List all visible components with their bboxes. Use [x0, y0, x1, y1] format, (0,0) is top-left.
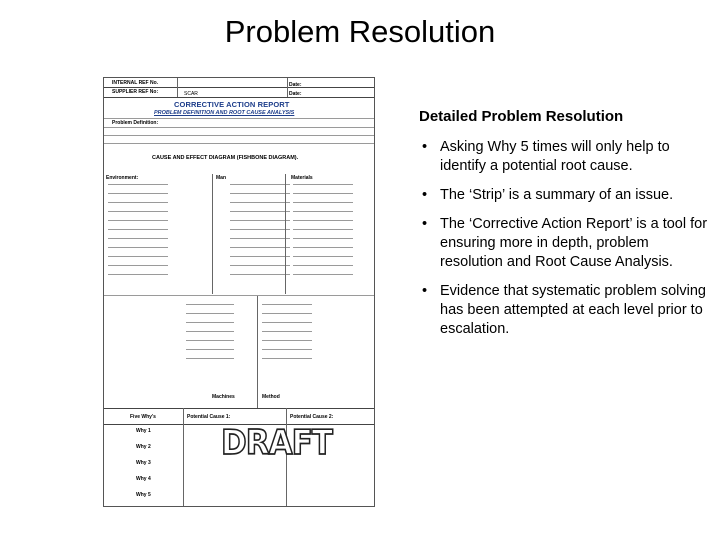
form-divider-line: [257, 296, 258, 408]
form-rule-line: [186, 331, 234, 332]
form-rule-line: [293, 193, 353, 194]
form-rule-line: [186, 358, 234, 359]
form-rule-line: [230, 256, 290, 257]
form-rule-line: [293, 229, 353, 230]
form-rule-line: [108, 274, 168, 275]
bullet-item: [419, 215, 709, 272]
bullet-item: [419, 186, 709, 205]
form-rule-line: [230, 265, 290, 266]
report-title: CORRECTIVE ACTION REPORT: [174, 100, 290, 109]
form-rule-line: [293, 184, 353, 185]
bullet-icon: •: [422, 216, 428, 232]
bullet-item: [419, 138, 709, 176]
materials-label: Materials: [291, 175, 313, 181]
form-rule-line: [186, 322, 234, 323]
form-rule-line: [186, 340, 234, 341]
internal-ref-label: INTERNAL REF No.: [112, 80, 159, 86]
form-rule-line: [262, 304, 312, 305]
bullet-icon: •: [422, 283, 428, 299]
bullet-text: Evidence that systematic problem solving has been attempted at each level prior to escalation.: [440, 283, 706, 337]
form-rule-line: [293, 220, 353, 221]
form-rule-line: [108, 211, 168, 212]
section-heading: Detailed Problem Resolution: [419, 108, 624, 125]
potential-cause-2-label: Potential Cause 2:: [290, 414, 334, 420]
form-rule-line: [293, 247, 353, 248]
form-rule-line: [262, 340, 312, 341]
five-whys-header: Five Why's: [130, 414, 156, 420]
why-3-label: Why 3: [136, 460, 151, 466]
form-rule-line: [230, 238, 290, 239]
form-rule-line: [262, 322, 312, 323]
form-rule-line: [108, 193, 168, 194]
date-label-1: Date:: [289, 82, 302, 88]
bullet-icon: •: [422, 139, 428, 155]
bullet-text: The ‘Corrective Action Report’ is a tool for ensuring more in depth, problem resolution and Root Cause Analysis.: [440, 216, 708, 270]
environment-label: Environment:: [106, 175, 139, 181]
scar-label: SCAR: [184, 91, 198, 97]
bullet-text: The ‘Strip’ is a summary of an issue.: [440, 187, 674, 203]
form-rule-line: [293, 256, 353, 257]
form-divider-line: [212, 174, 213, 294]
slide-title: Problem Resolution: [224, 14, 496, 49]
form-rule-line: [262, 313, 312, 314]
section-title: PROBLEM DEFINITION AND ROOT CAUSE ANALYSIS: [154, 110, 295, 116]
form-rule-line: [108, 256, 168, 257]
form-rule-line: [293, 202, 353, 203]
form-rule-line: [108, 184, 168, 185]
form-rule-line: [262, 358, 312, 359]
draft-watermark: DRAFT: [221, 423, 332, 463]
form-rule-line: [230, 193, 290, 194]
form-rule-line: [186, 349, 234, 350]
form-rule-line: [108, 238, 168, 239]
form-rule-line: [262, 331, 312, 332]
form-rule-line: [108, 229, 168, 230]
bullet-list: [419, 138, 709, 339]
potential-cause-1-label: Potential Cause 1:: [187, 414, 231, 420]
date-label-2: Date:: [289, 91, 302, 97]
form-divider-line: [285, 174, 286, 294]
method-label: Method: [262, 394, 280, 400]
form-rule-line: [293, 265, 353, 266]
fishbone-diagram-title: CAUSE AND EFFECT DIAGRAM (FISHBONE DIAGRAM).: [152, 155, 299, 161]
form-rule-line: [230, 229, 290, 230]
man-label: Man: [216, 175, 226, 181]
form-rule-line: [230, 202, 290, 203]
supplier-ref-label: SUPPLIER REF No:: [112, 89, 159, 95]
corrective-action-report-form: [103, 77, 375, 507]
form-rule-line: [186, 304, 234, 305]
form-rule-line: [104, 295, 374, 296]
form-rule-line: [230, 211, 290, 212]
why-4-label: Why 4: [136, 476, 151, 482]
machines-label: Machines: [212, 394, 235, 400]
form-rule-line: [293, 238, 353, 239]
form-rule-line: [108, 247, 168, 248]
form-rule-line: [230, 220, 290, 221]
bullet-icon: •: [422, 187, 428, 203]
content-panel: [419, 108, 709, 349]
bullet-text: Asking Why 5 times will only help to identify a potential root cause.: [440, 139, 670, 174]
why-1-label: Why 1: [136, 428, 151, 434]
problem-definition-label: Problem Definition:: [112, 120, 159, 126]
form-rule-line: [108, 202, 168, 203]
form-rule-line: [262, 349, 312, 350]
form-rule-line: [230, 247, 290, 248]
bullet-item: [419, 282, 709, 339]
form-rule-line: [293, 211, 353, 212]
form-rule-line: [108, 220, 168, 221]
form-rule-line: [293, 274, 353, 275]
form-rule-line: [230, 274, 290, 275]
form-rule-line: [186, 313, 234, 314]
why-5-label: Why 5: [136, 492, 151, 498]
form-rule-line: [108, 265, 168, 266]
form-rule-line: [230, 184, 290, 185]
why-2-label: Why 2: [136, 444, 151, 450]
